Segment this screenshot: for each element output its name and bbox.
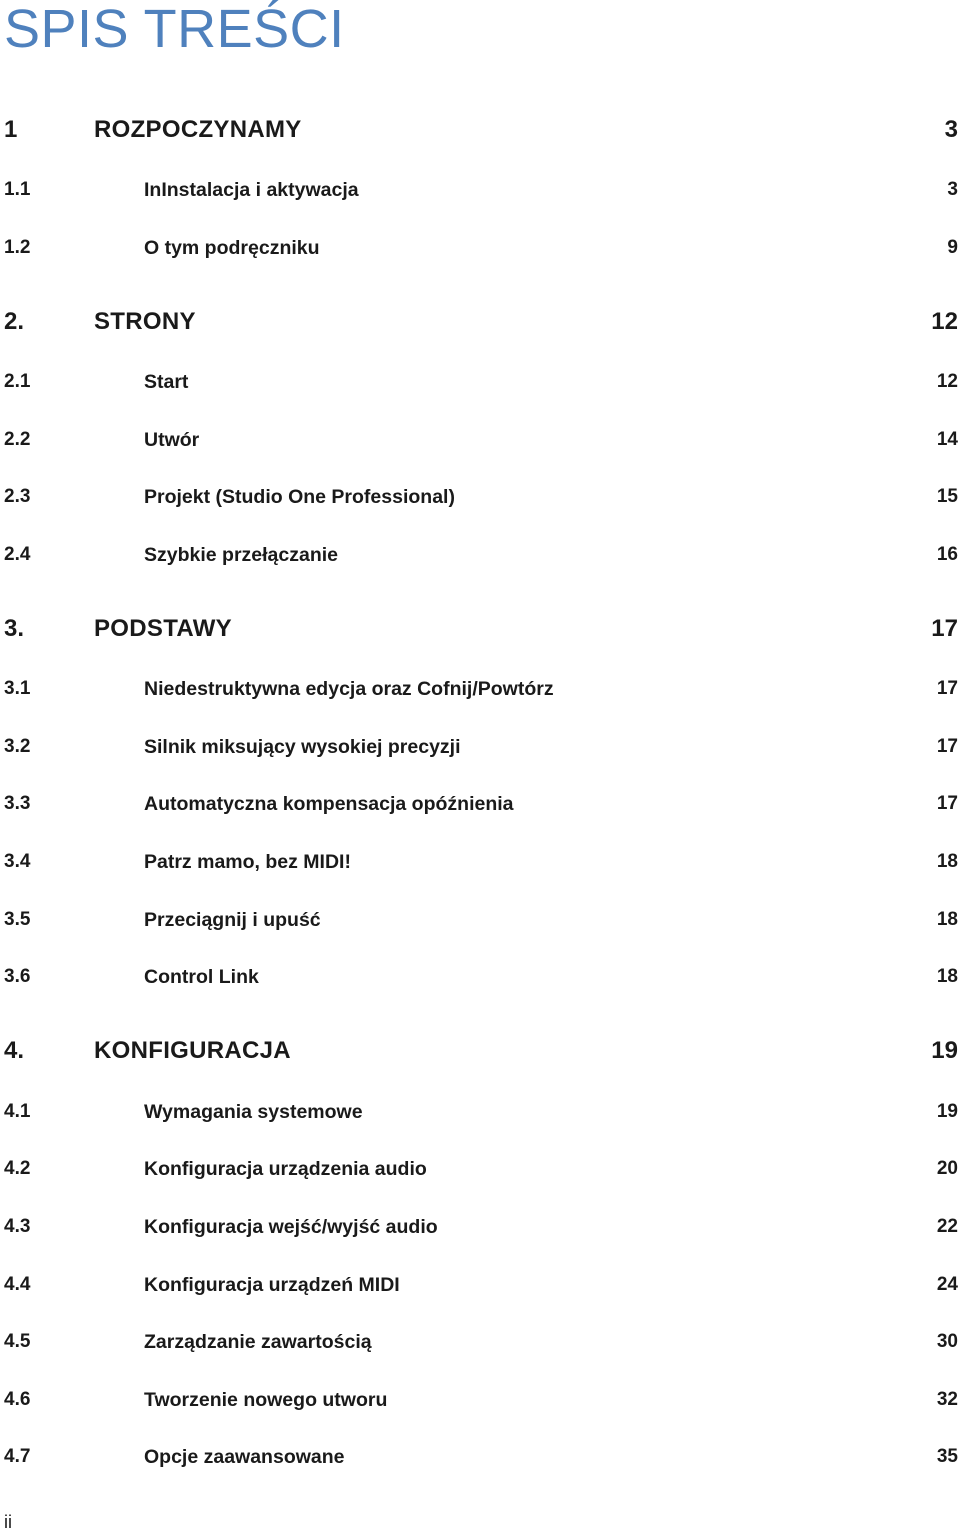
toc-number: 2.3 — [4, 486, 31, 507]
toc-section-row[interactable] — [0, 479, 960, 515]
toc-section-row[interactable] — [0, 1439, 960, 1475]
toc-number: 2.2 — [4, 429, 31, 450]
toc-page-number: 19 — [931, 1037, 958, 1064]
toc-page-number: 3 — [944, 116, 958, 143]
toc-number: 4. — [4, 1037, 25, 1064]
toc-page-number: 24 — [936, 1274, 958, 1295]
toc-page-number: 17 — [936, 793, 958, 814]
page-title: SPIS TREŚCI — [4, 0, 345, 59]
toc-label[interactable]: Opcje zaawansowane — [144, 1446, 345, 1468]
toc-page-number: 16 — [936, 544, 958, 565]
toc-label[interactable]: Control Link — [144, 966, 259, 988]
toc-section-row[interactable] — [0, 1209, 960, 1245]
toc-number: 3.5 — [4, 909, 31, 930]
toc-number: 3.6 — [4, 966, 31, 987]
toc-label[interactable]: Tworzenie nowego utworu — [144, 1389, 388, 1411]
toc-label[interactable]: Zarządzanie zawartością — [144, 1331, 372, 1353]
toc-section-row[interactable] — [0, 364, 960, 400]
toc-page-number: 14 — [936, 429, 958, 450]
toc-number: 2.1 — [4, 371, 31, 392]
toc-section-row[interactable] — [0, 537, 960, 573]
toc-page-number: 9 — [947, 237, 958, 258]
toc-page-number: 20 — [936, 1158, 958, 1179]
toc-number: 4.7 — [4, 1446, 31, 1467]
toc-label[interactable]: Utwór — [144, 429, 200, 451]
toc-label[interactable]: Konfiguracja urządzenia audio — [144, 1158, 427, 1180]
toc-section-row[interactable] — [0, 1267, 960, 1303]
toc-label[interactable]: PODSTAWY — [94, 615, 232, 642]
toc-section-row[interactable] — [0, 172, 960, 208]
toc-label[interactable]: Patrz mamo, bez MIDI! — [144, 851, 351, 873]
toc-label[interactable]: Start — [144, 371, 189, 393]
toc-page-number: 18 — [936, 851, 958, 872]
toc-label[interactable]: Szybkie przełączanie — [144, 544, 339, 566]
toc-label[interactable]: ROZPOCZYNAMY — [94, 116, 302, 143]
toc-number: 3.3 — [4, 793, 31, 814]
toc-label[interactable]: InInstalacja i aktywacja — [144, 179, 359, 201]
toc-page-number: 32 — [936, 1389, 958, 1410]
toc-page-number: 17 — [936, 678, 958, 699]
footer-page-number: ii — [4, 1512, 12, 1532]
toc-page-number: 30 — [936, 1331, 958, 1352]
toc-number: 4.5 — [4, 1331, 31, 1352]
toc-number: 1 — [4, 116, 18, 143]
toc-section-row[interactable] — [0, 1151, 960, 1187]
toc-number: 3. — [4, 615, 25, 642]
toc-section-row[interactable] — [0, 729, 960, 765]
toc-number: 4.1 — [4, 1101, 31, 1122]
toc-label[interactable]: Przeciągnij i upuść — [144, 909, 321, 931]
toc-label[interactable]: STRONY — [94, 308, 196, 335]
toc-page-number: 12 — [936, 371, 958, 392]
toc-number: 3.2 — [4, 736, 31, 757]
toc-section-row[interactable] — [0, 786, 960, 822]
toc-page-number: 22 — [936, 1216, 958, 1237]
toc-label[interactable]: Konfiguracja wejść/wyjść audio — [144, 1216, 438, 1238]
toc-label[interactable]: Niedestruktywna edycja oraz Cofnij/Powtórz — [144, 678, 554, 700]
toc-section-row[interactable] — [0, 230, 960, 266]
toc-section-row[interactable] — [0, 422, 960, 458]
toc-section-row[interactable] — [0, 902, 960, 938]
toc-page-number: 3 — [947, 179, 958, 200]
toc-section-row[interactable] — [0, 844, 960, 880]
toc-label[interactable]: O tym podręczniku — [144, 237, 320, 259]
toc-number: 1.1 — [4, 179, 31, 200]
toc-page-number: 17 — [931, 615, 958, 642]
toc-page-number: 18 — [936, 966, 958, 987]
toc-number: 4.4 — [4, 1274, 31, 1295]
toc-page-number: 19 — [936, 1101, 958, 1122]
toc-number: 3.1 — [4, 678, 31, 699]
toc-label[interactable]: Automatyczna kompensacja opóźnienia — [144, 793, 514, 815]
toc-number: 2. — [4, 308, 25, 335]
toc-label[interactable]: KONFIGURACJA — [94, 1037, 291, 1064]
toc-number: 3.4 — [4, 851, 31, 872]
toc-number: 4.6 — [4, 1389, 31, 1410]
toc-number: 1.2 — [4, 237, 31, 258]
toc-section-row[interactable] — [0, 959, 960, 995]
toc-chapter-row[interactable] — [0, 112, 960, 148]
toc-label[interactable]: Projekt (Studio One Professional) — [144, 486, 455, 508]
toc-page-number: 18 — [936, 909, 958, 930]
toc-page-number: 15 — [936, 486, 958, 507]
toc-page-number: 35 — [936, 1446, 958, 1467]
toc-label[interactable]: Silnik miksujący wysokiej precyzji — [144, 736, 461, 758]
toc-section-row[interactable] — [0, 671, 960, 707]
toc-section-row[interactable] — [0, 1324, 960, 1360]
toc-label[interactable]: Wymagania systemowe — [144, 1101, 363, 1123]
toc-chapter-row[interactable] — [0, 1033, 960, 1069]
toc-section-row[interactable] — [0, 1382, 960, 1418]
toc-number: 4.2 — [4, 1158, 31, 1179]
toc-number: 2.4 — [4, 544, 31, 565]
toc-chapter-row[interactable] — [0, 304, 960, 340]
toc-section-row[interactable] — [0, 1094, 960, 1130]
toc-label[interactable]: Konfiguracja urządzeń MIDI — [144, 1274, 400, 1296]
toc-page-number: 17 — [936, 736, 958, 757]
toc-number: 4.3 — [4, 1216, 31, 1237]
toc-page-number: 12 — [931, 308, 958, 335]
toc-chapter-row[interactable] — [0, 611, 960, 647]
